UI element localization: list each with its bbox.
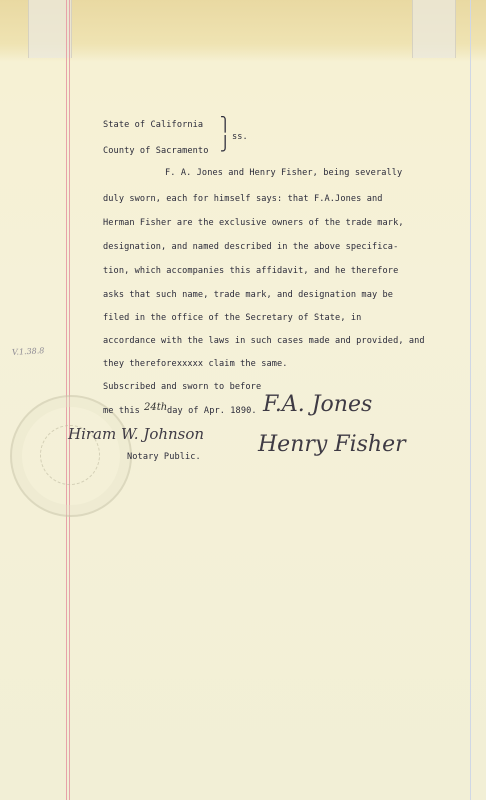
tape-strip-right: [412, 0, 456, 58]
signature-notary: Hiram W. Johnson: [68, 425, 205, 443]
jurat-line-2-suffix: day of Apr. 1890.: [167, 406, 257, 416]
body-line-2: duly sworn, each for himself says: that F.A.Jones and: [103, 194, 383, 204]
body-line-7: filed in the office of the Secretary of State, in: [103, 313, 362, 323]
body-line-1: F. A. Jones and Henry Fisher, being severally: [165, 168, 403, 178]
signature-fisher: Henry Fisher: [258, 432, 406, 457]
body-line-8: accordance with the laws in such cases made and provided, and: [103, 336, 425, 346]
jurat-line-1: Subscribed and sworn to before: [103, 382, 262, 392]
notary-public-label: Notary Public.: [127, 452, 201, 462]
margin-rule-right: [470, 0, 471, 800]
caption-county: County of Sacramento: [103, 146, 209, 156]
signature-jones: F.A. Jones: [263, 392, 373, 417]
caption-state: State of California: [103, 120, 204, 130]
margin-pencil-note: V.1.38.8: [11, 346, 45, 357]
caption-brace-bottom: ⎭: [221, 136, 230, 152]
body-line-3: Herman Fisher are the exclusive owners of the trade mark,: [103, 218, 404, 228]
caption-brace-top: ⎫: [221, 117, 230, 133]
body-line-4: designation, and named described in the above specifica-: [103, 242, 399, 252]
caption-ss: ss.: [232, 132, 248, 142]
body-line-9: they thereforexxxxx claim the same.: [103, 359, 288, 369]
jurat-day-handwritten: 24th: [144, 402, 168, 413]
body-line-5: tion, which accompanies this affidavit, and he therefore: [103, 266, 399, 276]
jurat-line-2-prefix: me this: [103, 406, 140, 416]
body-line-6: asks that such name, trade mark, and designation may be: [103, 290, 394, 300]
